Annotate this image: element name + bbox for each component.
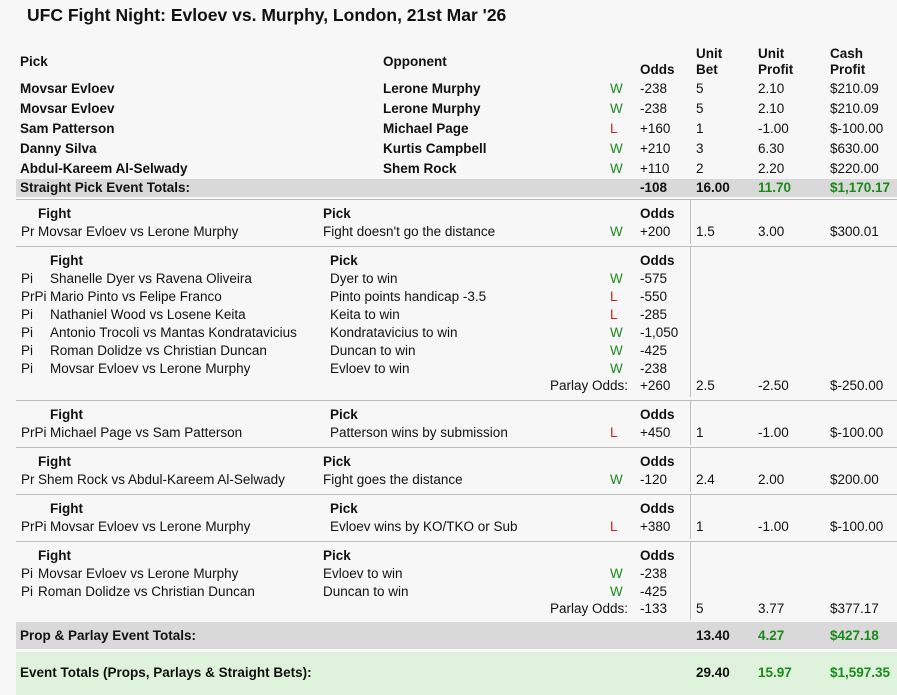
- block-separator: [16, 199, 897, 200]
- leg-fight: Shanelle Dyer vs Ravena Oliveira: [50, 271, 252, 286]
- straight-totals-label: Straight Pick Event Totals:: [20, 180, 191, 195]
- block-unit-profit: -1.00: [758, 519, 789, 534]
- block-unit-bet: 2.4: [696, 472, 715, 487]
- leg-fight: Shem Rock vs Abdul-Kareem Al-Selwady: [38, 472, 285, 487]
- odds-header: Odds: [640, 407, 675, 422]
- leg-fight: Mario Pinto vs Felipe Franco: [50, 289, 222, 304]
- result-badge: W: [610, 271, 623, 286]
- leg-pick: Pinto points handicap -3.5: [330, 289, 487, 304]
- column-divider: [690, 400, 691, 445]
- fight-header: Fight: [38, 206, 71, 221]
- leg-pick: Evloev to win: [330, 361, 410, 376]
- column-divider: [690, 494, 691, 539]
- leg-odds: +380: [640, 519, 671, 534]
- column-divider: [690, 199, 691, 244]
- header-odds: Odds: [640, 62, 675, 77]
- straight-unit-bet: 5: [696, 81, 704, 96]
- bet-type-prefix: PrPi: [21, 289, 47, 304]
- leg-odds: -550: [640, 289, 668, 304]
- leg-fight: Roman Dolidze vs Christian Duncan: [50, 343, 267, 358]
- prop-totals-bet: 13.40: [696, 628, 730, 643]
- straight-unit-profit: 6.30: [758, 141, 785, 156]
- bet-type-prefix: Pr: [21, 472, 35, 487]
- bet-type-prefix: PrPi: [21, 519, 47, 534]
- straight-opponent-name: Shem Rock: [383, 161, 457, 176]
- straight-unit-profit: 2.20: [758, 161, 785, 176]
- block-cash-profit: $200.00: [830, 472, 879, 487]
- straight-totals-cash: $1,170.17: [830, 180, 891, 195]
- event-totals-cash: $1,597.35: [830, 665, 891, 680]
- pick-header: Pick: [323, 206, 351, 221]
- bet-type-prefix: Pi: [21, 361, 34, 376]
- straight-unit-profit: -1.00: [758, 121, 789, 136]
- fight-header: Fight: [38, 548, 71, 563]
- straight-pick-name: Danny Silva: [20, 141, 97, 156]
- straight-odds: -238: [640, 81, 668, 96]
- bet-type-prefix: Pi: [21, 271, 34, 286]
- block-cash-profit: $377.17: [830, 601, 879, 616]
- header-unit-profit-2: Profit: [758, 62, 794, 77]
- leg-odds: -425: [640, 343, 668, 358]
- result-badge: W: [610, 81, 623, 96]
- odds-header: Odds: [640, 501, 675, 516]
- odds-header: Odds: [640, 548, 675, 563]
- block-unit-profit: 2.00: [758, 472, 785, 487]
- block-unit-bet: 1.5: [696, 224, 715, 239]
- leg-pick: Keita to win: [330, 307, 400, 322]
- leg-fight: Movsar Evloev vs Lerone Murphy: [50, 519, 251, 534]
- result-badge: W: [610, 161, 623, 176]
- leg-odds: +200: [640, 224, 671, 239]
- leg-odds: -120: [640, 472, 668, 487]
- straight-odds: +110: [640, 161, 670, 176]
- pick-header: Pick: [323, 548, 351, 563]
- odds-header: Odds: [640, 253, 675, 268]
- straight-pick-name: Movsar Evloev: [20, 81, 115, 96]
- straight-unit-bet: 5: [696, 101, 704, 116]
- result-badge: L: [610, 121, 618, 136]
- block-unit-bet: 1: [696, 519, 704, 534]
- straight-totals-odds: -108: [640, 180, 668, 195]
- parlay-odds-label: Parlay Odds:: [550, 378, 629, 393]
- leg-odds: -285: [640, 307, 668, 322]
- block-unit-profit: 3.77: [758, 601, 785, 616]
- odds-header: Odds: [640, 206, 675, 221]
- fight-header: Fight: [50, 407, 83, 422]
- straight-opponent-name: Kurtis Campbell: [383, 141, 487, 156]
- result-badge: W: [610, 584, 623, 599]
- fight-header: Fight: [50, 501, 83, 516]
- event-totals-bet: 29.40: [696, 665, 730, 680]
- header-pick: Pick: [20, 54, 48, 69]
- leg-odds: -575: [640, 271, 668, 286]
- straight-totals-bet: 16.00: [696, 180, 730, 195]
- straight-cash-profit: $210.09: [830, 101, 879, 116]
- straight-totals-profit: 11.70: [758, 180, 792, 195]
- header-unit-profit-1: Unit: [758, 46, 785, 61]
- straight-odds: +160: [640, 121, 671, 136]
- result-badge: W: [610, 361, 623, 376]
- straight-opponent-name: Michael Page: [383, 121, 469, 136]
- header-unit-bet-2: Bet: [696, 62, 718, 77]
- bet-type-prefix: Pr: [21, 224, 35, 239]
- straight-unit-bet: 2: [696, 161, 704, 176]
- result-badge: L: [610, 289, 618, 304]
- block-separator: [16, 246, 897, 247]
- block-unit-profit: -2.50: [758, 378, 789, 393]
- straight-pick-name: Movsar Evloev: [20, 101, 115, 116]
- block-separator: [16, 400, 897, 401]
- leg-pick: Duncan to win: [323, 584, 409, 599]
- result-badge: W: [610, 566, 623, 581]
- straight-cash-profit: $630.00: [830, 141, 879, 156]
- column-divider: [690, 246, 691, 397]
- straight-unit-profit: 2.10: [758, 81, 785, 96]
- straight-cash-profit: $210.09: [830, 81, 879, 96]
- result-badge: W: [610, 141, 623, 156]
- bet-type-prefix: PrPi: [21, 425, 47, 440]
- result-badge: L: [610, 425, 618, 440]
- leg-fight: Nathaniel Wood vs Losene Keita: [50, 307, 246, 322]
- leg-pick: Duncan to win: [330, 343, 416, 358]
- block-unit-bet: 1: [696, 425, 704, 440]
- straight-odds: -238: [640, 101, 668, 116]
- pick-header: Pick: [330, 407, 358, 422]
- page-title: UFC Fight Night: Evloev vs. Murphy, London, 21st Mar '26: [27, 5, 507, 25]
- column-divider: [690, 447, 691, 492]
- leg-pick: Evloev to win: [323, 566, 403, 581]
- block-cash-profit: $-100.00: [830, 425, 884, 440]
- result-badge: L: [610, 307, 618, 322]
- prop-totals-cash: $427.18: [830, 628, 879, 643]
- block-separator: [16, 447, 897, 448]
- block-unit-profit: 3.00: [758, 224, 785, 239]
- block-unit-bet: 5: [696, 601, 704, 616]
- straight-cash-profit: $220.00: [830, 161, 879, 176]
- leg-pick: Fight goes the distance: [323, 472, 463, 487]
- leg-pick: Evloev wins by KO/TKO or Sub: [330, 519, 518, 534]
- leg-pick: Kondratavicius to win: [330, 325, 458, 340]
- result-badge: W: [610, 472, 623, 487]
- leg-fight: Movsar Evloev vs Lerone Murphy: [50, 361, 251, 376]
- pick-header: Pick: [323, 454, 351, 469]
- result-badge: L: [610, 519, 618, 534]
- leg-odds: -425: [640, 584, 668, 599]
- block-unit-bet: 2.5: [696, 378, 715, 393]
- event-totals-label: Event Totals (Props, Parlays & Straight Bets):: [20, 665, 312, 680]
- prop-totals-label: Prop & Parlay Event Totals:: [20, 628, 197, 643]
- pick-header: Pick: [330, 253, 358, 268]
- block-cash-profit: $-100.00: [830, 519, 884, 534]
- result-badge: W: [610, 343, 623, 358]
- result-badge: W: [610, 224, 623, 239]
- leg-pick: Dyer to win: [330, 271, 398, 286]
- straight-unit-bet: 1: [696, 121, 704, 136]
- bet-type-prefix: Pi: [21, 566, 34, 581]
- parlay-odds-label: Parlay Odds:: [550, 601, 629, 616]
- column-divider: [690, 541, 691, 620]
- straight-opponent-name: Lerone Murphy: [383, 81, 481, 96]
- leg-fight: Antonio Trocoli vs Mantas Kondratavicius: [50, 325, 297, 340]
- leg-odds: -238: [640, 361, 668, 376]
- bet-type-prefix: Pi: [21, 343, 34, 358]
- bet-type-prefix: Pi: [21, 307, 34, 322]
- block-separator: [16, 541, 897, 542]
- parlay-odds-value: +260: [640, 378, 671, 393]
- leg-fight: Movsar Evloev vs Lerone Murphy: [38, 224, 239, 239]
- straight-opponent-name: Lerone Murphy: [383, 101, 481, 116]
- straight-pick-name: Sam Patterson: [20, 121, 115, 136]
- bet-type-prefix: Pi: [21, 325, 34, 340]
- event-totals-profit: 15.97: [758, 665, 792, 680]
- fight-header: Fight: [38, 454, 71, 469]
- odds-header: Odds: [640, 454, 675, 469]
- header-cash-profit-2: Profit: [830, 62, 866, 77]
- header-unit-bet-1: Unit: [696, 46, 723, 61]
- parlay-odds-value: -133: [640, 601, 668, 616]
- straight-pick-name: Abdul-Kareem Al-Selwady: [20, 161, 188, 176]
- leg-odds: -238: [640, 566, 668, 581]
- pick-header: Pick: [330, 501, 358, 516]
- header-cash-profit-1: Cash: [830, 46, 864, 61]
- leg-fight: Roman Dolidze vs Christian Duncan: [38, 584, 255, 599]
- leg-odds: -1,050: [640, 325, 679, 340]
- block-unit-profit: -1.00: [758, 425, 789, 440]
- straight-cash-profit: $-100.00: [830, 121, 884, 136]
- straight-unit-profit: 2.10: [758, 101, 785, 116]
- block-cash-profit: $-250.00: [830, 378, 884, 393]
- leg-pick: Fight doesn't go the distance: [323, 224, 496, 239]
- block-cash-profit: $300.01: [830, 224, 879, 239]
- result-badge: W: [610, 101, 623, 116]
- block-separator: [16, 494, 897, 495]
- leg-odds: +450: [640, 425, 671, 440]
- straight-odds: +210: [640, 141, 671, 156]
- straight-unit-bet: 3: [696, 141, 704, 156]
- leg-fight: Movsar Evloev vs Lerone Murphy: [38, 566, 239, 581]
- prop-totals-profit: 4.27: [758, 628, 785, 643]
- leg-fight: Michael Page vs Sam Patterson: [50, 425, 243, 440]
- leg-pick: Patterson wins by submission: [330, 425, 508, 440]
- result-badge: W: [610, 325, 623, 340]
- fight-header: Fight: [50, 253, 83, 268]
- bet-type-prefix: Pi: [21, 584, 34, 599]
- header-opponent: Opponent: [383, 54, 447, 69]
